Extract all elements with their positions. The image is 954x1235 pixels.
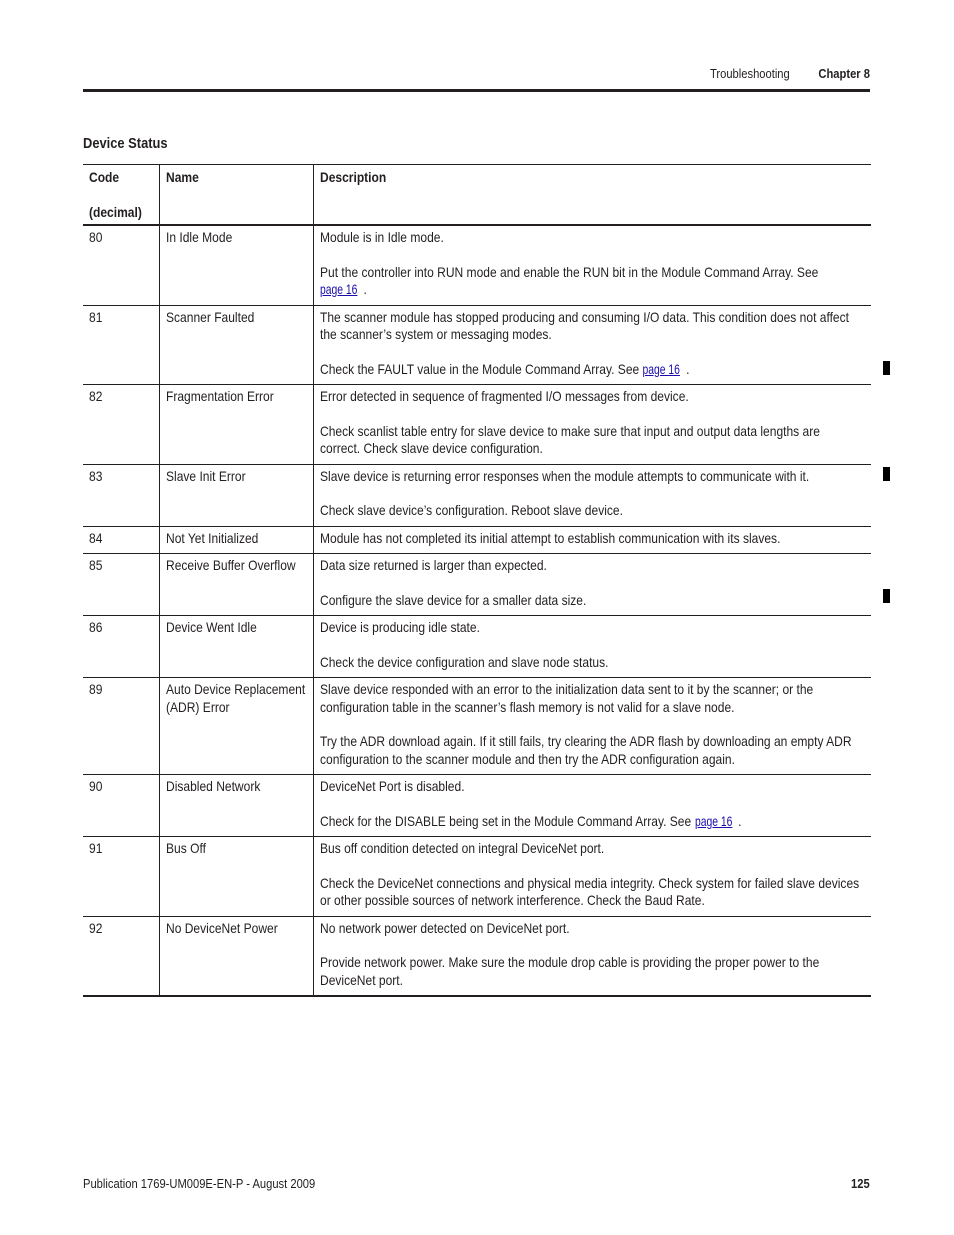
cell-name: No DeviceNet Power — [160, 917, 314, 996]
cell-description — [314, 385, 871, 464]
cell-name: Not Yet Initialized — [160, 527, 314, 554]
cell-code: 84 — [83, 527, 160, 554]
cell-description — [314, 306, 871, 385]
cell-description — [314, 527, 871, 554]
cell-code: 90 — [83, 775, 160, 836]
table-row — [83, 837, 871, 917]
page-link[interactable]: page 16 — [642, 360, 680, 377]
cell-name: Disabled Network — [160, 775, 314, 836]
change-bar — [883, 467, 890, 481]
description-paragraph: Module is in Idle mode. — [320, 229, 444, 245]
description-paragraph: Provide network power. Make sure the module drop cable is providing the proper power to the DeviceNet port. — [320, 954, 820, 988]
header-section: Troubleshooting — [710, 66, 790, 81]
cell-code: 83 — [83, 465, 160, 526]
cell-code: 86 — [83, 616, 160, 677]
cell-description — [314, 554, 871, 615]
page-link[interactable]: page 16 — [320, 281, 358, 297]
header-name: Name — [160, 165, 314, 224]
table-row — [83, 678, 871, 775]
description-paragraph: Try the ADR download again. If it still fails, try clearing the ADR flash by downloading an empty ADR configuration to the scanner module and then try the ADR configuration again. — [320, 733, 852, 767]
table-row — [83, 554, 871, 616]
page-number: 125 — [851, 1176, 870, 1191]
cell-description — [314, 775, 871, 836]
cell-name: Slave Init Error — [160, 465, 314, 526]
header-code: Code (decimal) — [83, 165, 160, 224]
cell-code: 82 — [83, 385, 160, 464]
cell-code: 80 — [83, 226, 160, 305]
footer-publication: Publication 1769-UM009E-EN-P - August 2009 — [83, 1176, 316, 1191]
cell-code: 91 — [83, 837, 160, 916]
description-paragraph: Bus off condition detected on integral DeviceNet port. — [320, 840, 605, 856]
table-row — [83, 616, 871, 678]
cell-name: Auto Device Replacement (ADR) Error — [160, 678, 314, 774]
change-bar — [883, 361, 890, 375]
cell-name: Bus Off — [160, 837, 314, 916]
cell-description — [314, 917, 871, 996]
cell-description — [314, 678, 871, 774]
cell-code: 81 — [83, 306, 160, 385]
description-paragraph: The scanner module has stopped producing and consuming I/O data. This condition does not affect the scanner’s system or messaging modes. — [320, 308, 849, 342]
description-paragraph: Slave device is returning error responses when the module attempts to communicate with it. — [320, 467, 810, 484]
cell-name: Scanner Faulted — [160, 306, 314, 385]
description-paragraph: Put the controller into RUN mode and enable the RUN bit in the Module Command Array. See page 16 . — [320, 263, 819, 297]
cell-name: Device Went Idle — [160, 616, 314, 677]
cell-name: Receive Buffer Overflow — [160, 554, 314, 615]
table-row — [83, 226, 871, 306]
description-paragraph: Device is producing idle state. — [320, 619, 480, 635]
cell-description — [314, 465, 871, 526]
table-title: Device Status — [83, 135, 168, 152]
description-paragraph: Check scanlist table entry for slave device to make sure that input and output data lengths are correct. Check slave device configuration. — [320, 422, 820, 456]
cell-description — [314, 616, 871, 677]
cell-description — [314, 226, 871, 305]
description-paragraph: Check the DeviceNet connections and physical media integrity. Check system for failed slave devices or other possible sources of network interference. Check the Baud Rate. — [320, 874, 860, 908]
description-paragraph: No network power detected on DeviceNet port. — [320, 919, 570, 936]
description-paragraph: Check the device configuration and slave node status. — [320, 653, 609, 670]
cell-code: 89 — [83, 678, 160, 774]
description-paragraph: Module has not completed its initial attempt to establish communication with its slaves. — [320, 529, 781, 546]
header-chapter: Chapter 8 — [818, 66, 870, 81]
table-row — [83, 306, 871, 386]
table-header-row — [83, 165, 871, 226]
table-row — [83, 385, 871, 465]
description-paragraph: Check slave device’s configuration. Reboot slave device. — [320, 502, 623, 518]
cell-name: In Idle Mode — [160, 226, 314, 305]
table-row — [83, 465, 871, 527]
description-paragraph: Check the FAULT value in the Module Command Array. See page 16 . — [320, 360, 690, 377]
description-paragraph: DeviceNet Port is disabled. — [320, 778, 465, 794]
description-paragraph: Check for the DISABLE being set in the Module Command Array. See page 16 . — [320, 812, 742, 829]
cell-name: Fragmentation Error — [160, 385, 314, 464]
table-row — [83, 917, 871, 996]
table-row — [83, 527, 871, 555]
description-paragraph: Data size returned is larger than expected. — [320, 557, 547, 573]
running-header — [83, 66, 870, 82]
change-bar — [883, 589, 890, 603]
header-description: Description — [320, 169, 387, 185]
description-paragraph: Error detected in sequence of fragmented I/O messages from device. — [320, 388, 689, 404]
description-paragraph: Slave device responded with an error to the initialization data sent to it by the scanner; or the configuration table in the scanner’s flash memory is not valid for a slave node. — [320, 681, 814, 715]
table-row — [83, 775, 871, 837]
cell-code: 92 — [83, 917, 160, 996]
cell-description — [314, 837, 871, 916]
cell-code: 85 — [83, 554, 160, 615]
header-rule — [83, 89, 870, 92]
device-status-table — [83, 164, 871, 997]
description-paragraph: Configure the slave device for a smaller data size. — [320, 591, 587, 608]
page-link[interactable]: page 16 — [694, 812, 732, 829]
